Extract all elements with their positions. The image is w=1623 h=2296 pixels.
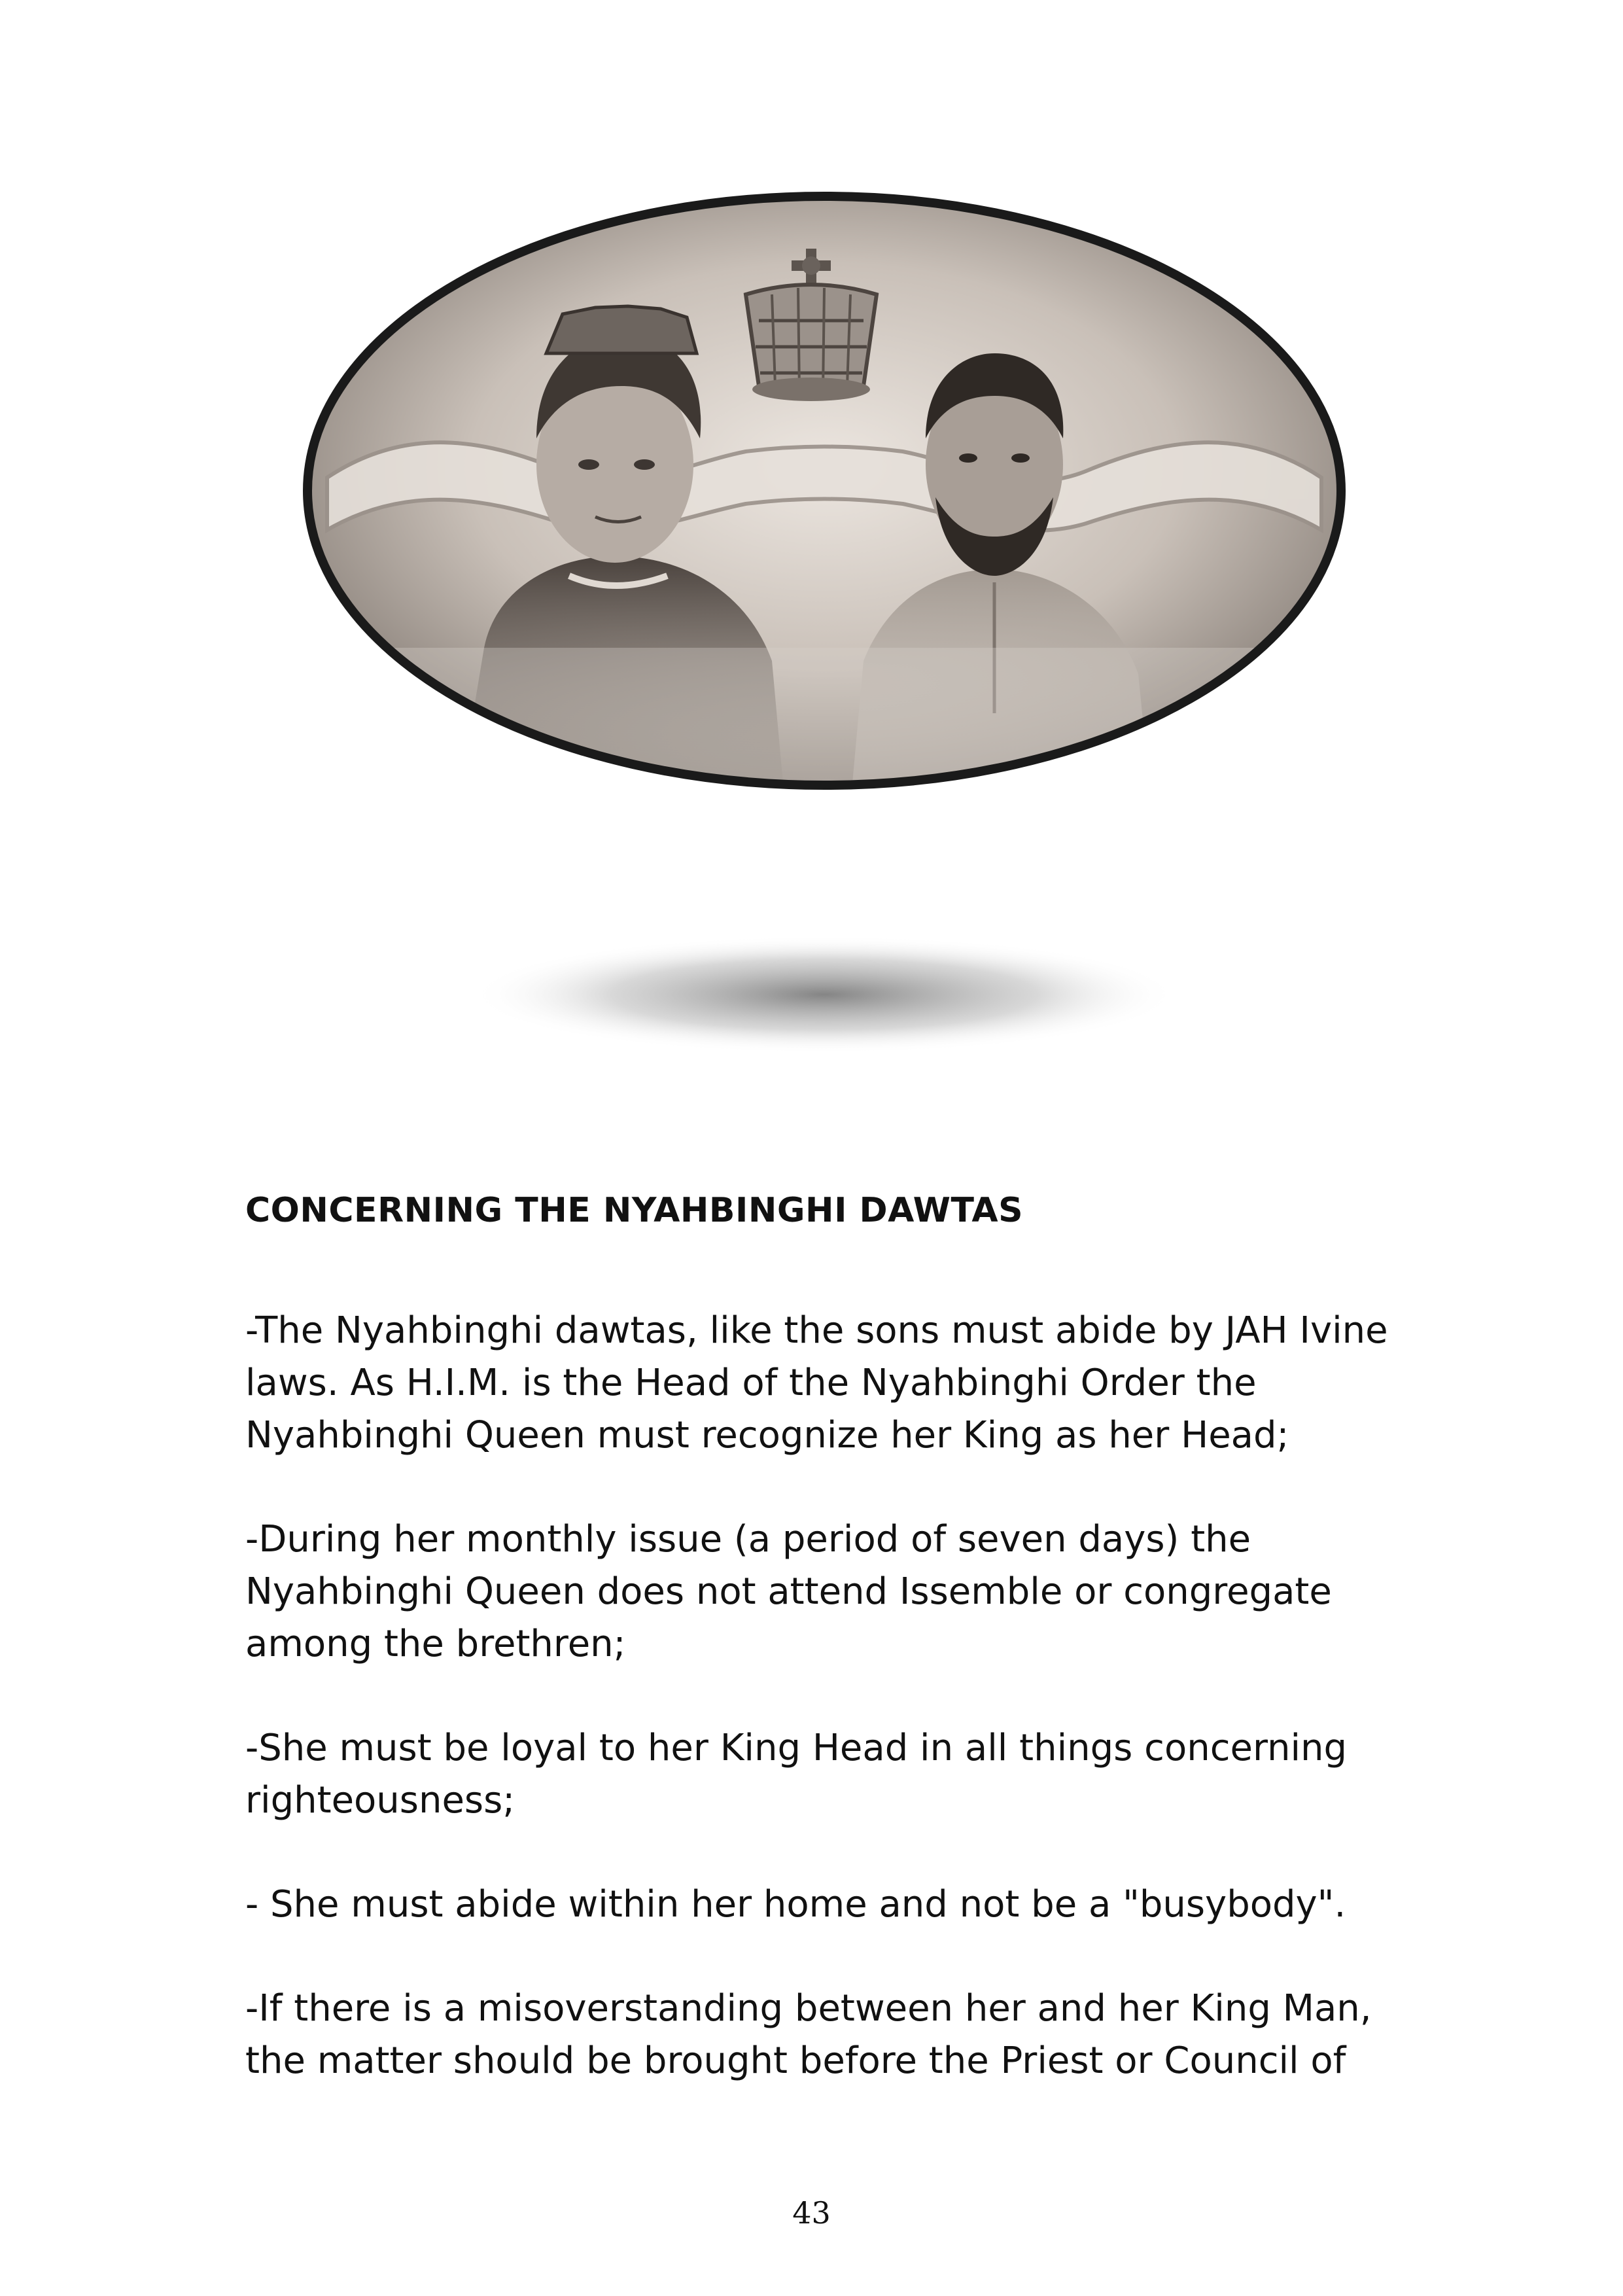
page-number: 43 <box>792 2195 831 2231</box>
paragraph-loyalty: -She must be loyal to her King Head in all things concerning righteousness; <box>245 1727 1348 1822</box>
portrait-photo <box>288 190 1361 805</box>
royal-portrait-illustration <box>288 190 1361 1119</box>
paragraph-abide-laws: -The Nyahbinghi dawtas, like the sons must abide by JAH Ivine laws. As H.I.M. is the Head of the Nyahbinghi Order the Nyahbinghi Queen must recognize her King as her Head; <box>245 1309 1388 1457</box>
paragraph-home: - She must abide within her home and not be a "busybody". <box>245 1883 1346 1926</box>
paragraph-monthly-issue: -During her monthly issue (a period of seven days) the Nyahbinghi Queen does not attend Issemble or congregate among the brethren; <box>245 1518 1332 1665</box>
oval-shadow <box>471 936 1178 1053</box>
portrait-svg <box>288 190 1361 1119</box>
document-body <box>245 1184 1442 2139</box>
paragraph-misoverstanding: -If there is a misoverstanding between her and her King Man, the matter should be brought before the Priest or Council of <box>245 1987 1372 2082</box>
section-heading: CONCERNING THE NYAHBINGHI DAWTAS <box>245 1191 1024 1230</box>
